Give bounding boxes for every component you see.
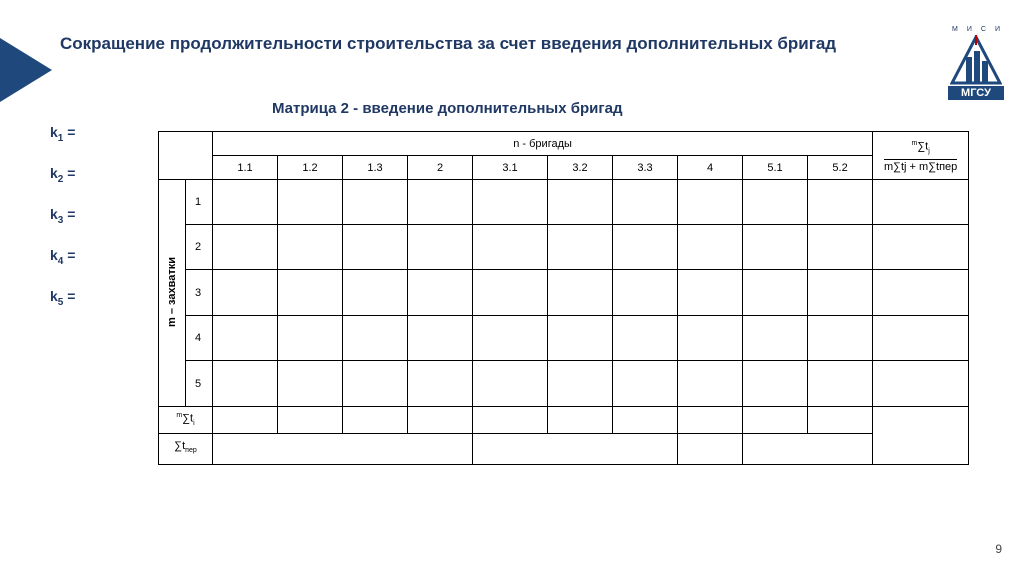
table-cell	[808, 180, 873, 225]
row-number: 1	[186, 180, 213, 225]
table-cell	[278, 316, 343, 361]
table-cell	[343, 180, 408, 225]
table-cell	[873, 225, 969, 270]
table-cell	[213, 225, 278, 270]
table-cell	[278, 270, 343, 316]
table-cell	[548, 316, 613, 361]
table-cell	[473, 316, 548, 361]
table-cell	[473, 361, 548, 407]
table-cell	[873, 361, 969, 407]
table-cell	[678, 270, 743, 316]
table-cell	[213, 361, 278, 407]
table-cell	[548, 225, 613, 270]
table-cell	[743, 225, 808, 270]
column-header: 1.3	[343, 156, 408, 180]
logo-letters: М И С И	[952, 26, 1000, 33]
table-cell	[408, 316, 473, 361]
table-row	[159, 225, 969, 270]
page-number: 9	[995, 542, 1002, 556]
table-cell	[548, 270, 613, 316]
table-cell	[873, 407, 969, 465]
table-row	[159, 180, 969, 225]
table-cell	[743, 316, 808, 361]
table-cell	[343, 361, 408, 407]
table-cell	[213, 434, 473, 465]
table-cell	[278, 407, 343, 434]
logo-text: МГСУ	[948, 86, 1004, 100]
table-cell	[473, 434, 678, 465]
k-label: $k_5$ =	[50, 288, 76, 308]
k-label: $k_2$ =	[50, 165, 76, 185]
table-cell	[613, 270, 678, 316]
column-header: 1.2	[278, 156, 343, 180]
table-cell	[613, 180, 678, 225]
column-header: 5.2	[808, 156, 873, 180]
sum-ti-row	[159, 407, 969, 434]
table-cell	[678, 361, 743, 407]
table-cell	[213, 270, 278, 316]
table-cell	[808, 316, 873, 361]
row-number: 3	[186, 270, 213, 316]
table-cell	[343, 225, 408, 270]
table-cell	[678, 316, 743, 361]
column-header: 4	[678, 156, 743, 180]
table-cell	[678, 225, 743, 270]
table-cell	[213, 180, 278, 225]
table-cell	[408, 270, 473, 316]
table-row	[159, 316, 969, 361]
table-cell	[548, 361, 613, 407]
table-cell	[743, 361, 808, 407]
row-number: 2	[186, 225, 213, 270]
logo-building-icon	[950, 35, 1002, 85]
column-header: 3.1	[473, 156, 548, 180]
table-cell	[278, 180, 343, 225]
table-cell	[408, 407, 473, 434]
row-number: 5	[186, 361, 213, 407]
table-cell	[613, 361, 678, 407]
corner-triangle-decoration	[0, 38, 52, 102]
matrix-table	[158, 131, 969, 465]
table-cell	[548, 180, 613, 225]
table-cell	[408, 361, 473, 407]
matrix-subtitle: Матрица 2 - введение дополнительных бригад	[272, 100, 623, 117]
page-title: Сокращение продолжительности строительства за счет введения дополнительных бригад	[60, 34, 837, 53]
table-cell	[743, 270, 808, 316]
corner-cell	[159, 132, 213, 180]
table-cell	[873, 180, 969, 225]
table-cell	[343, 407, 408, 434]
k-label: $k_1$ =	[50, 124, 76, 144]
table-cell	[473, 180, 548, 225]
table-row	[159, 270, 969, 316]
table-cell	[473, 225, 548, 270]
table-cell	[343, 270, 408, 316]
column-header: 1.1	[213, 156, 278, 180]
column-header: 2	[408, 156, 473, 180]
table-cell	[278, 361, 343, 407]
table-cell	[808, 225, 873, 270]
k-label: $k_3$ =	[50, 206, 76, 226]
table-cell	[613, 316, 678, 361]
table-cell	[743, 180, 808, 225]
brigades-header: n - бригады	[213, 132, 873, 156]
row-number: 4	[186, 316, 213, 361]
row-group-label: m – захватки	[166, 256, 178, 327]
k-label: $k_4$ =	[50, 247, 76, 267]
table-cell	[808, 361, 873, 407]
sum-tper-label: $\sum t_{пер}$	[159, 434, 213, 465]
table-cell	[548, 407, 613, 434]
table-cell	[678, 407, 743, 434]
table-cell	[473, 407, 548, 434]
table-cell	[613, 225, 678, 270]
table-cell	[678, 180, 743, 225]
sum-tper-row	[159, 434, 969, 465]
table-cell	[613, 407, 678, 434]
table-cell	[873, 316, 969, 361]
table-cell	[408, 225, 473, 270]
column-header: 3.3	[613, 156, 678, 180]
table-cell	[808, 270, 873, 316]
sum-ti-label: $^m\sum t_i$	[159, 407, 213, 434]
table-cell	[678, 434, 743, 465]
table-cell	[473, 270, 548, 316]
table-cell	[278, 225, 343, 270]
k-coefficients	[50, 124, 75, 329]
table-cell	[743, 407, 808, 434]
column-header: 5.1	[743, 156, 808, 180]
table-cell	[873, 270, 969, 316]
table-cell	[743, 434, 873, 465]
row-group-label-cell	[159, 180, 186, 407]
table-cell	[213, 407, 278, 434]
table-cell	[343, 316, 408, 361]
table-cell	[808, 407, 873, 434]
table-cell	[213, 316, 278, 361]
mgsu-logo	[948, 26, 1004, 100]
table-cell	[408, 180, 473, 225]
ratio-formula-header: $\frac{^m\sum t_j}{\text{m∑tj + m∑tпер}}$	[873, 132, 969, 180]
column-header: 3.2	[548, 156, 613, 180]
table-row	[159, 361, 969, 407]
